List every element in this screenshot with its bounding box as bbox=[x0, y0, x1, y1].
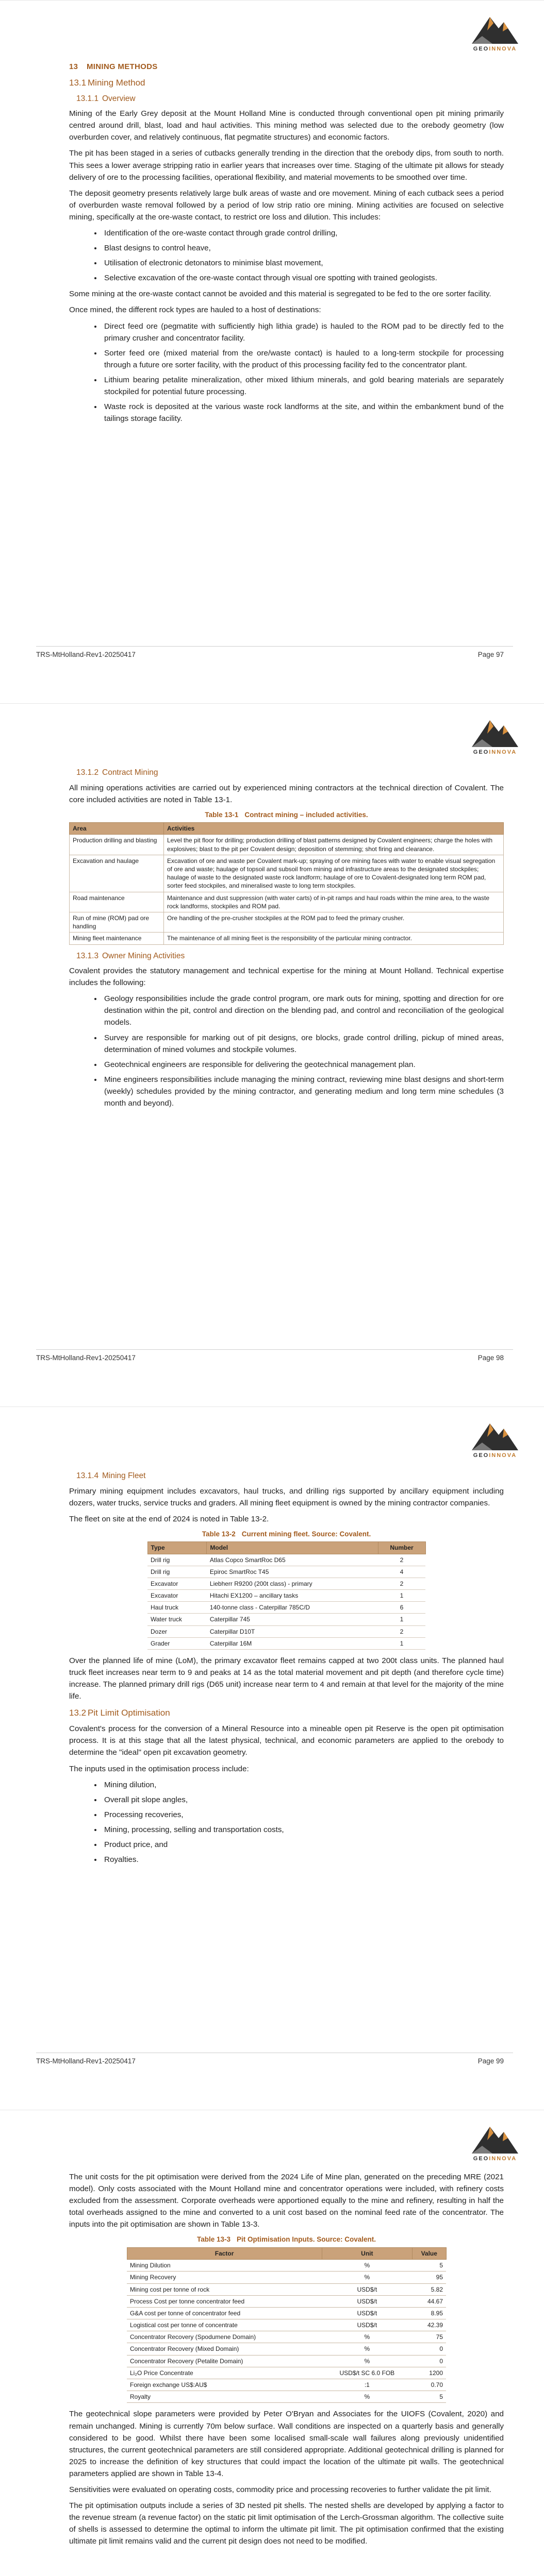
list-item: • Selective excavation of the ore-waste contact through visual ore spotting with trained geologists. bbox=[102, 272, 504, 284]
table-row: Process Cost per tonne concentrator feed USD$/t 44.67 bbox=[127, 2295, 446, 2307]
geoinnova-logo-icon bbox=[467, 711, 523, 752]
paragraph: The fleet on site at the end of 2024 is noted in Table 13-2. bbox=[69, 1514, 269, 1523]
paragraph: The pit optimisation outputs include a series of 3D nested pit shells. The nested shells are developed by applying a factor to the revenue stream (a revenue factor) on the static pit limit optimisation of the Lerch-Grossman algorithm. The collective suite of shells is assessed to determine the optimal to inform the ultimate pit limit. The pit optimisation confirmed that the existing ultimate pit limit remains valid and the current pit design does not need to be modified. bbox=[69, 2501, 504, 2546]
list-item: • Mine engineers responsibilities include managing the mining contract, reviewing mine blast designs and short-term (weekly) schedules provided by the mining contractor, and generating medium and long term mine schedules (3 month and beyond). bbox=[102, 1074, 504, 1109]
table-header: Factor bbox=[127, 2247, 322, 2259]
geoinnova-logo-icon bbox=[467, 1414, 523, 1455]
table-row: Royalty % 5 bbox=[127, 2391, 446, 2403]
table-row: Drill rig Atlas Copco SmartRoc D65 2 bbox=[147, 1554, 425, 1566]
paragraph: Some mining at the ore-waste contact cannot be avoided and this material is segregated to be fed to the ore sorter facility. bbox=[69, 290, 491, 299]
bullet-list bbox=[69, 227, 504, 284]
logo-text: GEOINNOVA bbox=[473, 1452, 517, 1459]
list-item: • Direct feed ore (pegmatite with sufficiently high lithia grade) is hauled to the ROM pad to be directly fed to the primary crusher and concentrator facility. bbox=[102, 320, 504, 344]
page-content bbox=[69, 2171, 504, 2551]
page-98 bbox=[0, 703, 544, 1406]
table-row: Excavation and haulage Excavation of ore and waste per Covalent mark-up; spraying of ore mining faces with water to enable visual segregation of ore and waste; haulage of topsoil and subsoil from mining and infrastructure areas to the designated stockpiles; haulage of waste to the designated waste rock landform; haulage of ore to Covalent-designated long term ROM pad, sorter feed stockpiles, and mineralised waste to long term stockpiles. bbox=[70, 855, 504, 892]
paragraph: Covalent's process for the conversion of a Mineral Resource into a mineable open pit Reserve is the open pit optimisation process. It is at this stage that all the latest physical, technical, and economic parameters are applied to the orebody to determine the "ideal" open pit excavation geometry. bbox=[69, 1724, 504, 1757]
subsubsection-heading: 13.1.1 Overview bbox=[76, 94, 136, 103]
list-item: • Blast designs to control heave, bbox=[102, 242, 504, 254]
page-97 bbox=[0, 0, 544, 703]
list-item: • Lithium bearing petalite mineralization, other mixed lithium minerals, and gold bearing materials are separately stockpiled for potential future processing. bbox=[102, 374, 504, 398]
pit-optimisation-inputs-table bbox=[127, 2247, 447, 2403]
footer-doc-id: TRS-MtHolland-Rev1-20250417 bbox=[36, 1354, 136, 1362]
subsubsection-heading: 13.1.2 Contract Mining bbox=[76, 768, 158, 777]
geoinnova-logo-icon bbox=[467, 2117, 523, 2159]
table-row: Excavator Liebherr R9200 (200t class) - primary 2 bbox=[147, 1578, 425, 1589]
page-100 bbox=[0, 2110, 544, 2576]
table-row: Logistical cost per tonne of concentrate USD$/t 42.39 bbox=[127, 2319, 446, 2331]
logo-text: GEOINNOVA bbox=[473, 2156, 517, 2162]
table-row: Foreign exchange US$:AU$ :1 0.70 bbox=[127, 2379, 446, 2391]
logo-text: GEOINNOVA bbox=[473, 46, 517, 52]
page-content bbox=[69, 1468, 504, 1870]
table-row: Excavator Hitachi EX1200 – ancillary tasks 1 bbox=[147, 1590, 425, 1602]
table-row: Haul truck 140-tonne class - Caterpillar 785C/D 6 bbox=[147, 1602, 425, 1614]
paragraph: The pit has been staged in a series of cutbacks generally trending in the direction that the orebody dips, from south to north. This sees a lower average stripping ratio in earlier years that increases over time. Staging of the ultimate pit allows for steady delivery of ore to the processing facilities, operational flexibility, and material movements to be smoothed over time. bbox=[69, 149, 504, 182]
section-heading: 13 MINING METHODS bbox=[69, 62, 158, 71]
subsubsection-heading: 13.1.4 Mining Fleet bbox=[76, 1471, 146, 1480]
footer-doc-id: TRS-MtHolland-Rev1-20250417 bbox=[36, 651, 136, 658]
bullet-list bbox=[69, 1779, 504, 1866]
table-row: Mining cost per tonne of rock USD$/t 5.82 bbox=[127, 2283, 446, 2295]
table-row: Road maintenance Maintenance and dust suppression (with water carts) of in-pit ramps and haul roads within the mine area, to the waste rock landforms, stockpiles and ROM pad. bbox=[70, 892, 504, 912]
list-item: • Identification of the ore-waste contact through grade control drilling, bbox=[102, 227, 504, 239]
table-row: Production drilling and blasting Level the pit floor for drilling; production drilling of blast patterns designed by Covalent engineers; charge the holes with explosives; blast to the pit per Covalent design; deposition of stemming; shot firing and clearance. bbox=[70, 835, 504, 855]
paragraph: Mining of the Early Grey deposit at the Mount Holland Mine is conducted through conventional open pit mining primarily centred around drill, blast, load and haul activities. This mining method was selected due to the orebody geometry (low overburden cover, and relatively continuous, flat pegmatite structures) and economic factors. bbox=[69, 109, 504, 142]
subsection-heading: 13.1 Mining Method bbox=[69, 77, 145, 88]
contract-mining-table bbox=[69, 822, 504, 944]
table-row: Concentrator Recovery (Petalite Domain) % 0 bbox=[127, 2355, 446, 2367]
table-header: Number bbox=[378, 1542, 425, 1554]
footer-divider bbox=[36, 1349, 513, 1350]
paragraph: Sensitivities were evaluated on operating costs, commodity price and processing recoveries to further validate the pit limit. bbox=[69, 2485, 491, 2494]
footer-divider bbox=[36, 646, 513, 647]
table-header: Model bbox=[207, 1542, 378, 1554]
paragraph: The deposit geometry presents relatively large bulk areas of waste and ore movement. Mining of each cutback sees a period of overburden waste removal followed by a period of low strip ratio ore mining. Mining activities are focused on selective mining, specifically at the ore-waste contact, to restrict ore loss and dilution. This includes: bbox=[69, 189, 504, 222]
table-row: Concentrator Recovery (Spodumene Domain) % 75 bbox=[127, 2331, 446, 2343]
list-item: • Sorter feed ore (mixed material from the ore/waste contact) is hauled to a long-term stockpile for processing through a future ore sorter facility, with the product of this processing facility fed to the concentrator plant. bbox=[102, 347, 504, 371]
mining-fleet-table bbox=[147, 1541, 426, 1650]
page-content bbox=[69, 61, 504, 429]
table-row: Mining Recovery % 95 bbox=[127, 2272, 446, 2283]
paragraph: The geotechnical slope parameters were provided by Peter O'Bryan and Associates for the UIOFS (Covalent, 2020) and remain unchanged. Mining is currently 70m below surface. Wall conditions are inspected on a quarterly basis and generally considered to be good. Whilst there have been some localised small-scale wall failures along previously unidentified structures, the current geotechnical parameters are still considered appropriate. Additional geotechnical drilling is planned for 2025 to increase the definition of key structures that could impact the location of the ultimate pit walls. The geotechnical parameters applied are shown in Table 13-4. bbox=[69, 2410, 504, 2478]
list-item: • Royalties. bbox=[102, 1854, 504, 1866]
subsection-heading: 13.2 Pit Limit Optimisation bbox=[69, 1708, 170, 1718]
list-item: • Geotechnical engineers are responsible for delivering the geotechnical management plan. bbox=[102, 1059, 504, 1071]
geoinnova-logo-icon bbox=[467, 8, 523, 49]
logo-text: GEOINNOVA bbox=[473, 749, 517, 755]
table-row: Concentrator Recovery (Mixed Domain) % 0 bbox=[127, 2343, 446, 2355]
page-content bbox=[69, 765, 504, 1113]
paragraph: The inputs used in the optimisation process include: bbox=[69, 1764, 249, 1773]
bullet-list bbox=[69, 320, 504, 425]
page-number: Page 97 bbox=[477, 651, 504, 658]
table-header: Type bbox=[147, 1542, 207, 1554]
paragraph: Primary mining equipment includes excavators, haul trucks, and drilling rigs supported by ancillary equipment including dozers, water trucks, service trucks and graders. All mining fleet equipment is owned by the mining contractor companies. bbox=[69, 1486, 504, 1507]
paragraph: Once mined, the different rock types are hauled to a host of destinations: bbox=[69, 306, 321, 315]
table-row: Water truck Caterpillar 745 1 bbox=[147, 1614, 425, 1625]
paragraph: All mining operations activities are carried out by experienced mining contractors at the technical direction of Covalent. The core included activities are noted in Table 13-1. bbox=[69, 783, 504, 804]
table-header: Area bbox=[70, 823, 164, 835]
page-number: Page 98 bbox=[477, 1354, 504, 1362]
table-row: Grader Caterpillar 16M 1 bbox=[147, 1637, 425, 1649]
paragraph: Covalent provides the statutory management and technical expertise for the mining at Mount Holland. Technical expertise includes the following: bbox=[69, 967, 504, 988]
table-row: Mining fleet maintenance The maintenance of all mining fleet is the responsibility of the particular mining contractor. bbox=[70, 933, 504, 944]
table-header: Value bbox=[412, 2247, 446, 2259]
table-row: Li₂O Price Concentrate USD$/t SC 6.0 FOB 1200 bbox=[127, 2367, 446, 2379]
subsubsection-heading: 13.1.3 Owner Mining Activities bbox=[76, 951, 185, 960]
table-row: Mining Dilution % 5 bbox=[127, 2260, 446, 2272]
table-row: Run of mine (ROM) pad ore handling Ore handling of the pre-crusher stockpiles at the ROM pad to feed the primary crusher. bbox=[70, 912, 504, 932]
list-item: • Overall pit slope angles, bbox=[102, 1794, 504, 1806]
list-item: • Waste rock is deposited at the various waste rock landforms at the site, and within the embankment bund of the tailings storage facility. bbox=[102, 401, 504, 425]
bullet-list bbox=[69, 993, 504, 1109]
footer-doc-id: TRS-MtHolland-Rev1-20250417 bbox=[36, 2057, 136, 2065]
list-item: • Geology responsibilities include the grade control program, ore mark outs for mining, spotting and direction for ore destination within the pit, control and direction on the blending pad, and control and reconciliation of the geological models. bbox=[102, 993, 504, 1028]
list-item: • Mining dilution, bbox=[102, 1779, 504, 1791]
table-header: Unit bbox=[322, 2247, 412, 2259]
paragraph: Over the planned life of mine (LoM), the primary excavator fleet remains capped at two 200t class units. The planned haul truck fleet increases near term to 9 and peaks at 14 as the total material movement and pit depth (and therefore cycle time) increase. The planned primary drill rigs (D65 unit) increase near term to 4 and remain at that level for the majority of the mine life. bbox=[69, 1656, 504, 1701]
list-item: • Mining, processing, selling and transportation costs, bbox=[102, 1824, 504, 1836]
page-99 bbox=[0, 1406, 544, 2110]
table-row: G&A cost per tonne of concentrator feed USD$/t 8.95 bbox=[127, 2307, 446, 2319]
list-item: • Product price, and bbox=[102, 1839, 504, 1851]
list-item: • Survey are responsible for marking out of pit designs, ore blocks, grade control drilling, pickup of mined areas, determination of mined volumes and stockpile volumes. bbox=[102, 1032, 504, 1056]
table-header: Activities bbox=[164, 823, 504, 835]
page-number: Page 99 bbox=[477, 2057, 504, 2065]
table-row: Dozer Caterpillar D10T 2 bbox=[147, 1625, 425, 1637]
table-caption: Table 13-3 Pit Optimisation Inputs. Source: Covalent. bbox=[196, 2235, 376, 2244]
paragraph: The unit costs for the pit optimisation were derived from the 2024 Life of Mine plan, generated on the preceding MRE (2021 model). Only costs associated with the Mount Holland mine and concentrator operations were included, with refinery costs excluded from the assessment. Corporate overheads were apportioned equally to the mine and refinery, resulting in half the total overheads assigned to the mine and converted to a unit cost based on the nominal feed rate of the concentrator. The inputs into the pit optimisation are shown in Table 13-3. bbox=[69, 2173, 504, 2229]
table-caption: Table 13-2 Current mining fleet. Source: Covalent. bbox=[202, 1530, 371, 1538]
table-caption: Table 13-1 Contract mining – included activities. bbox=[205, 810, 368, 819]
list-item: • Processing recoveries, bbox=[102, 1809, 504, 1821]
table-row: Drill rig Epiroc SmartRoc T45 4 bbox=[147, 1566, 425, 1578]
list-item: • Utilisation of electronic detonators to minimise blast movement, bbox=[102, 257, 504, 269]
